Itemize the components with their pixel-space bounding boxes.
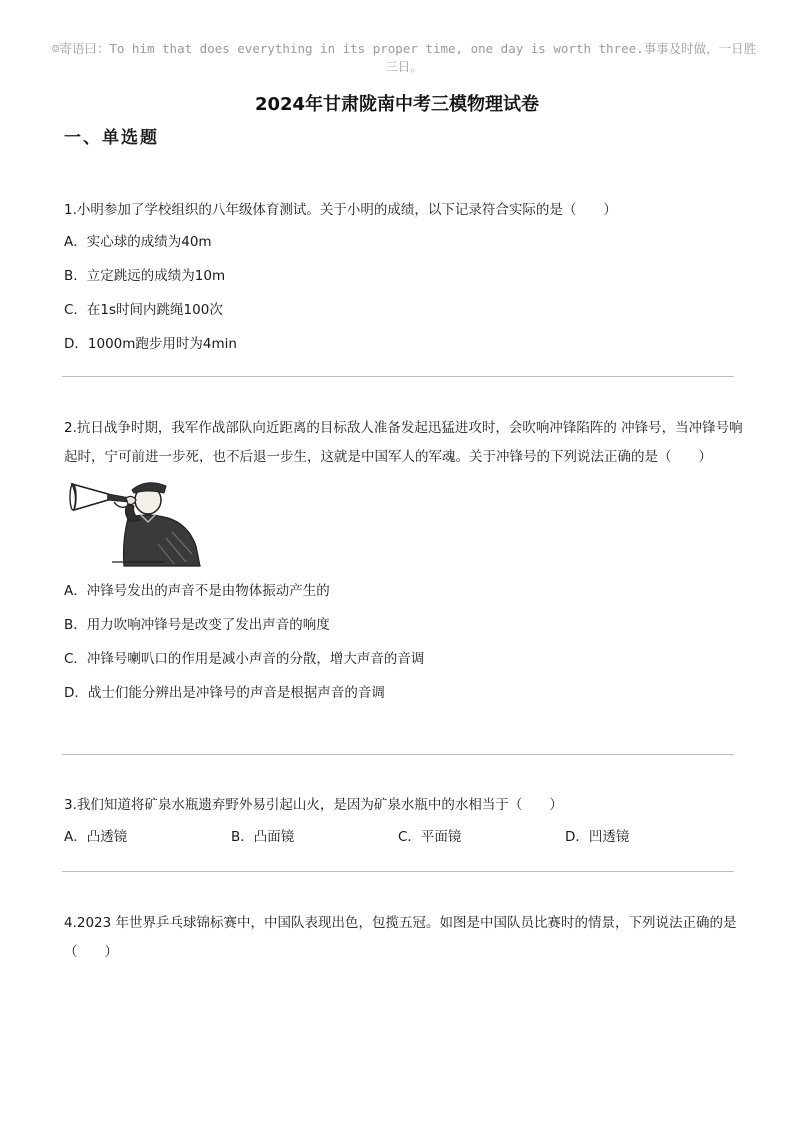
bugler-illustration-icon [68,476,204,568]
question-divider [62,376,734,377]
question-3 [64,791,744,854]
header-watermark: ☺寄语曰：To him that does everything in its proper time, one day is worth three.事事及时做，一日胜三日。 [51,41,757,74]
option-a[interactable]: A．凸透镜 [64,829,128,845]
options-row [64,820,744,854]
question-divider [62,871,734,872]
option-d[interactable]: D．1000m跑步用时为4min [64,336,237,352]
option-d[interactable]: D．凹透镜 [565,829,630,845]
option-c[interactable]: C．在1s时间内跳绳100次 [64,302,223,318]
exam-title: 2024年甘肃陇南中考三模物理试卷 [254,94,540,115]
option-a[interactable]: A．冲锋号发出的声音不是由物体振动产生的 [64,583,330,599]
question-stem: 3.我们知道将矿泉水瓶遗弃野外易引起山火，是因为矿泉水瓶中的水相当于（ ） [64,797,563,813]
option-b[interactable]: B．用力吹响冲锋号是改变了发出声音的响度 [64,617,330,633]
question-divider [62,754,734,755]
question-stem: 2.抗日战争时期，我军作战部队向近距离的目标敌人准备发起迅猛进攻时，会吹响冲锋陷阵的 冲锋号，当冲锋号响起时，宁可前进一步死，也不后退一步生，这就是中国军人的军魂。关于冲锋号的下列说法正确的是（ ） [64,420,743,465]
option-d[interactable]: D．战士们能分辨出是冲锋号的声音是根据声音的音调 [64,685,385,701]
question-1 [64,196,744,361]
question-stem: 4.2023 年世界乒乓球锦标赛中，中国队表现出色，包揽五冠。如图是中国队员比赛时的情景，下列说法正确的是（ ） [64,915,737,960]
question-stem: 1.小明参加了学校组织的八年级体育测试。关于小明的成绩，以下记录符合实际的是（ ） [64,202,617,218]
option-c[interactable]: C．平面镜 [398,829,462,845]
section-heading: 一、单选题 [64,128,159,148]
option-b[interactable]: B．凸面镜 [231,829,295,845]
question-4 [64,909,744,967]
option-b[interactable]: B．立定跳远的成绩为10m [64,268,226,284]
question-2 [64,414,744,710]
option-c[interactable]: C．冲锋号喇叭口的作用是减小声音的分散，增大声音的音调 [64,651,425,667]
option-a[interactable]: A．实心球的成绩为40m [64,234,212,250]
